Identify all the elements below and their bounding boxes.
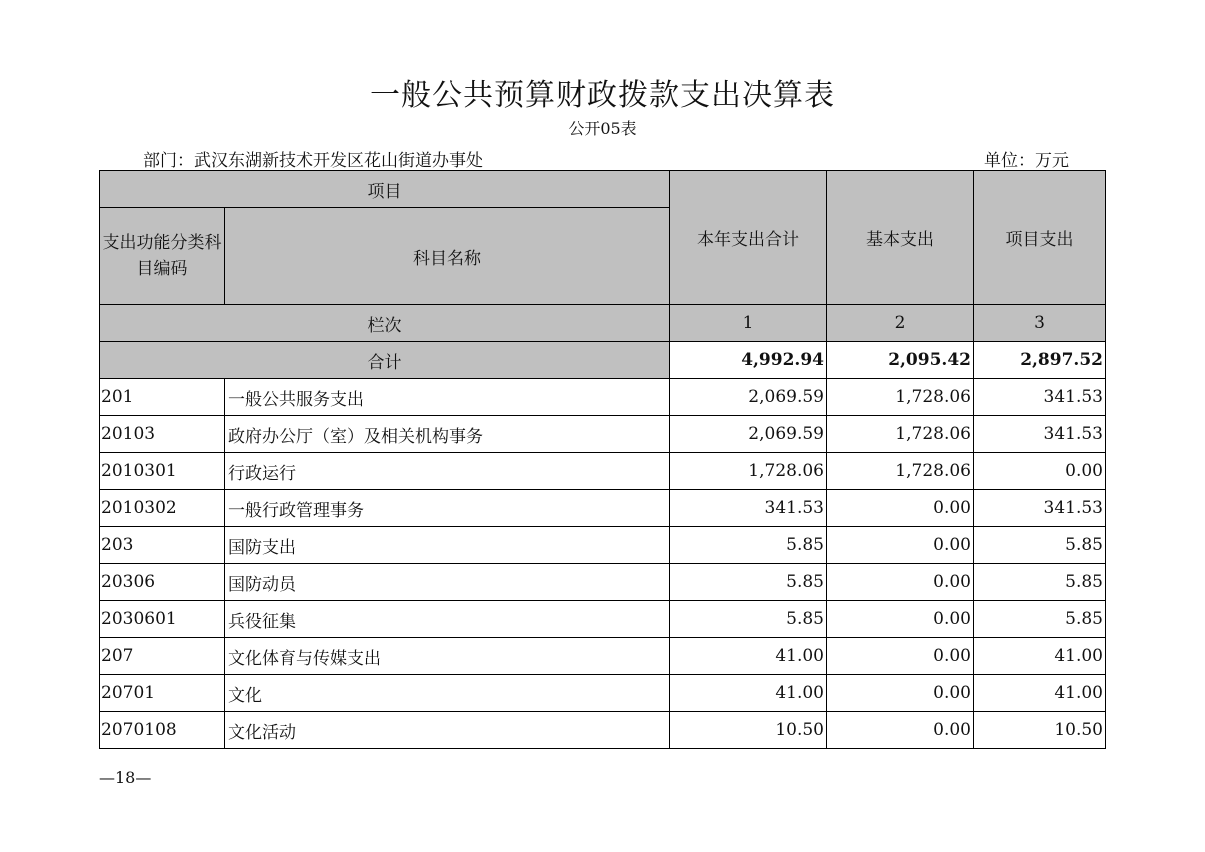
- header-project: 项目支出: [974, 171, 1106, 305]
- row-code: 207: [100, 638, 225, 675]
- row-basic: 0.00: [827, 638, 974, 675]
- row-basic: 0.00: [827, 712, 974, 749]
- row-basic: 1,728.06: [827, 453, 974, 490]
- table-row: [100, 675, 1106, 712]
- total-value: 4,992.94: [670, 342, 827, 379]
- row-code: 203: [100, 527, 225, 564]
- row-name: 文化: [225, 675, 670, 712]
- row-code: 2070108: [100, 712, 225, 749]
- col-index-3: 3: [974, 305, 1106, 342]
- row-basic: 0.00: [827, 601, 974, 638]
- total-project: 2,897.52: [974, 342, 1106, 379]
- row-project: 5.85: [974, 564, 1106, 601]
- header-code: 支出功能分类科目编码: [100, 208, 225, 305]
- page-number: —18—: [99, 768, 152, 787]
- row-basic: 1,728.06: [827, 379, 974, 416]
- row-basic: 0.00: [827, 675, 974, 712]
- row-project: 341.53: [974, 379, 1106, 416]
- row-basic: 1,728.06: [827, 416, 974, 453]
- expenditure-table: [99, 170, 1106, 749]
- col-index-label: 栏次: [100, 305, 670, 342]
- row-project: 0.00: [974, 453, 1106, 490]
- row-name: 国防动员: [225, 564, 670, 601]
- row-project: 341.53: [974, 416, 1106, 453]
- table-row: [100, 712, 1106, 749]
- form-number: 公开05表: [568, 119, 637, 138]
- row-total: 10.50: [670, 712, 827, 749]
- row-total: 41.00: [670, 675, 827, 712]
- table-body: [100, 379, 1106, 749]
- row-code: 20103: [100, 416, 225, 453]
- row-total: 41.00: [670, 638, 827, 675]
- row-project: 10.50: [974, 712, 1106, 749]
- header-basic: 基本支出: [827, 171, 974, 305]
- row-name: 兵役征集: [225, 601, 670, 638]
- row-basic: 0.00: [827, 564, 974, 601]
- row-code: 2010302: [100, 490, 225, 527]
- row-project: 5.85: [974, 527, 1106, 564]
- row-total: 5.85: [670, 601, 827, 638]
- row-project: 41.00: [974, 675, 1106, 712]
- row-code: 201: [100, 379, 225, 416]
- table-row: [100, 490, 1106, 527]
- row-name: 一般行政管理事务: [225, 490, 670, 527]
- row-total: 2,069.59: [670, 379, 827, 416]
- row-name: 政府办公厅（室）及相关机构事务: [225, 416, 670, 453]
- row-name: 一般公共服务支出: [225, 379, 670, 416]
- row-name: 文化活动: [225, 712, 670, 749]
- table-row: [100, 527, 1106, 564]
- row-basic: 0.00: [827, 527, 974, 564]
- row-total: 341.53: [670, 490, 827, 527]
- row-code: 20701: [100, 675, 225, 712]
- row-code: 20306: [100, 564, 225, 601]
- table-row: [100, 601, 1106, 638]
- header-name: 科目名称: [225, 208, 670, 305]
- table-row: [100, 453, 1106, 490]
- row-name: 行政运行: [225, 453, 670, 490]
- row-basic: 0.00: [827, 490, 974, 527]
- row-total: 5.85: [670, 527, 827, 564]
- col-index-2: 2: [827, 305, 974, 342]
- table-row: [100, 379, 1106, 416]
- row-total: 1,728.06: [670, 453, 827, 490]
- department-label: 部门：武汉东湖新技术开发区花山街道办事处: [143, 151, 483, 171]
- total-label: 合计: [100, 342, 670, 379]
- row-total: 5.85: [670, 564, 827, 601]
- table-row: [100, 416, 1106, 453]
- row-project: 5.85: [974, 601, 1106, 638]
- row-code: 2010301: [100, 453, 225, 490]
- row-name: 文化体育与传媒支出: [225, 638, 670, 675]
- row-code: 2030601: [100, 601, 225, 638]
- header-item: 项目: [100, 171, 670, 208]
- table-row: [100, 564, 1106, 601]
- row-project: 41.00: [974, 638, 1106, 675]
- total-basic: 2,095.42: [827, 342, 974, 379]
- header-total: 本年支出合计: [670, 171, 827, 305]
- unit-label: 单位：万元: [984, 151, 1069, 171]
- col-index-1: 1: [670, 305, 827, 342]
- table-row: [100, 638, 1106, 675]
- row-project: 341.53: [974, 490, 1106, 527]
- row-name: 国防支出: [225, 527, 670, 564]
- row-total: 2,069.59: [670, 416, 827, 453]
- page-title: 一般公共预算财政拨款支出决算表: [370, 78, 835, 113]
